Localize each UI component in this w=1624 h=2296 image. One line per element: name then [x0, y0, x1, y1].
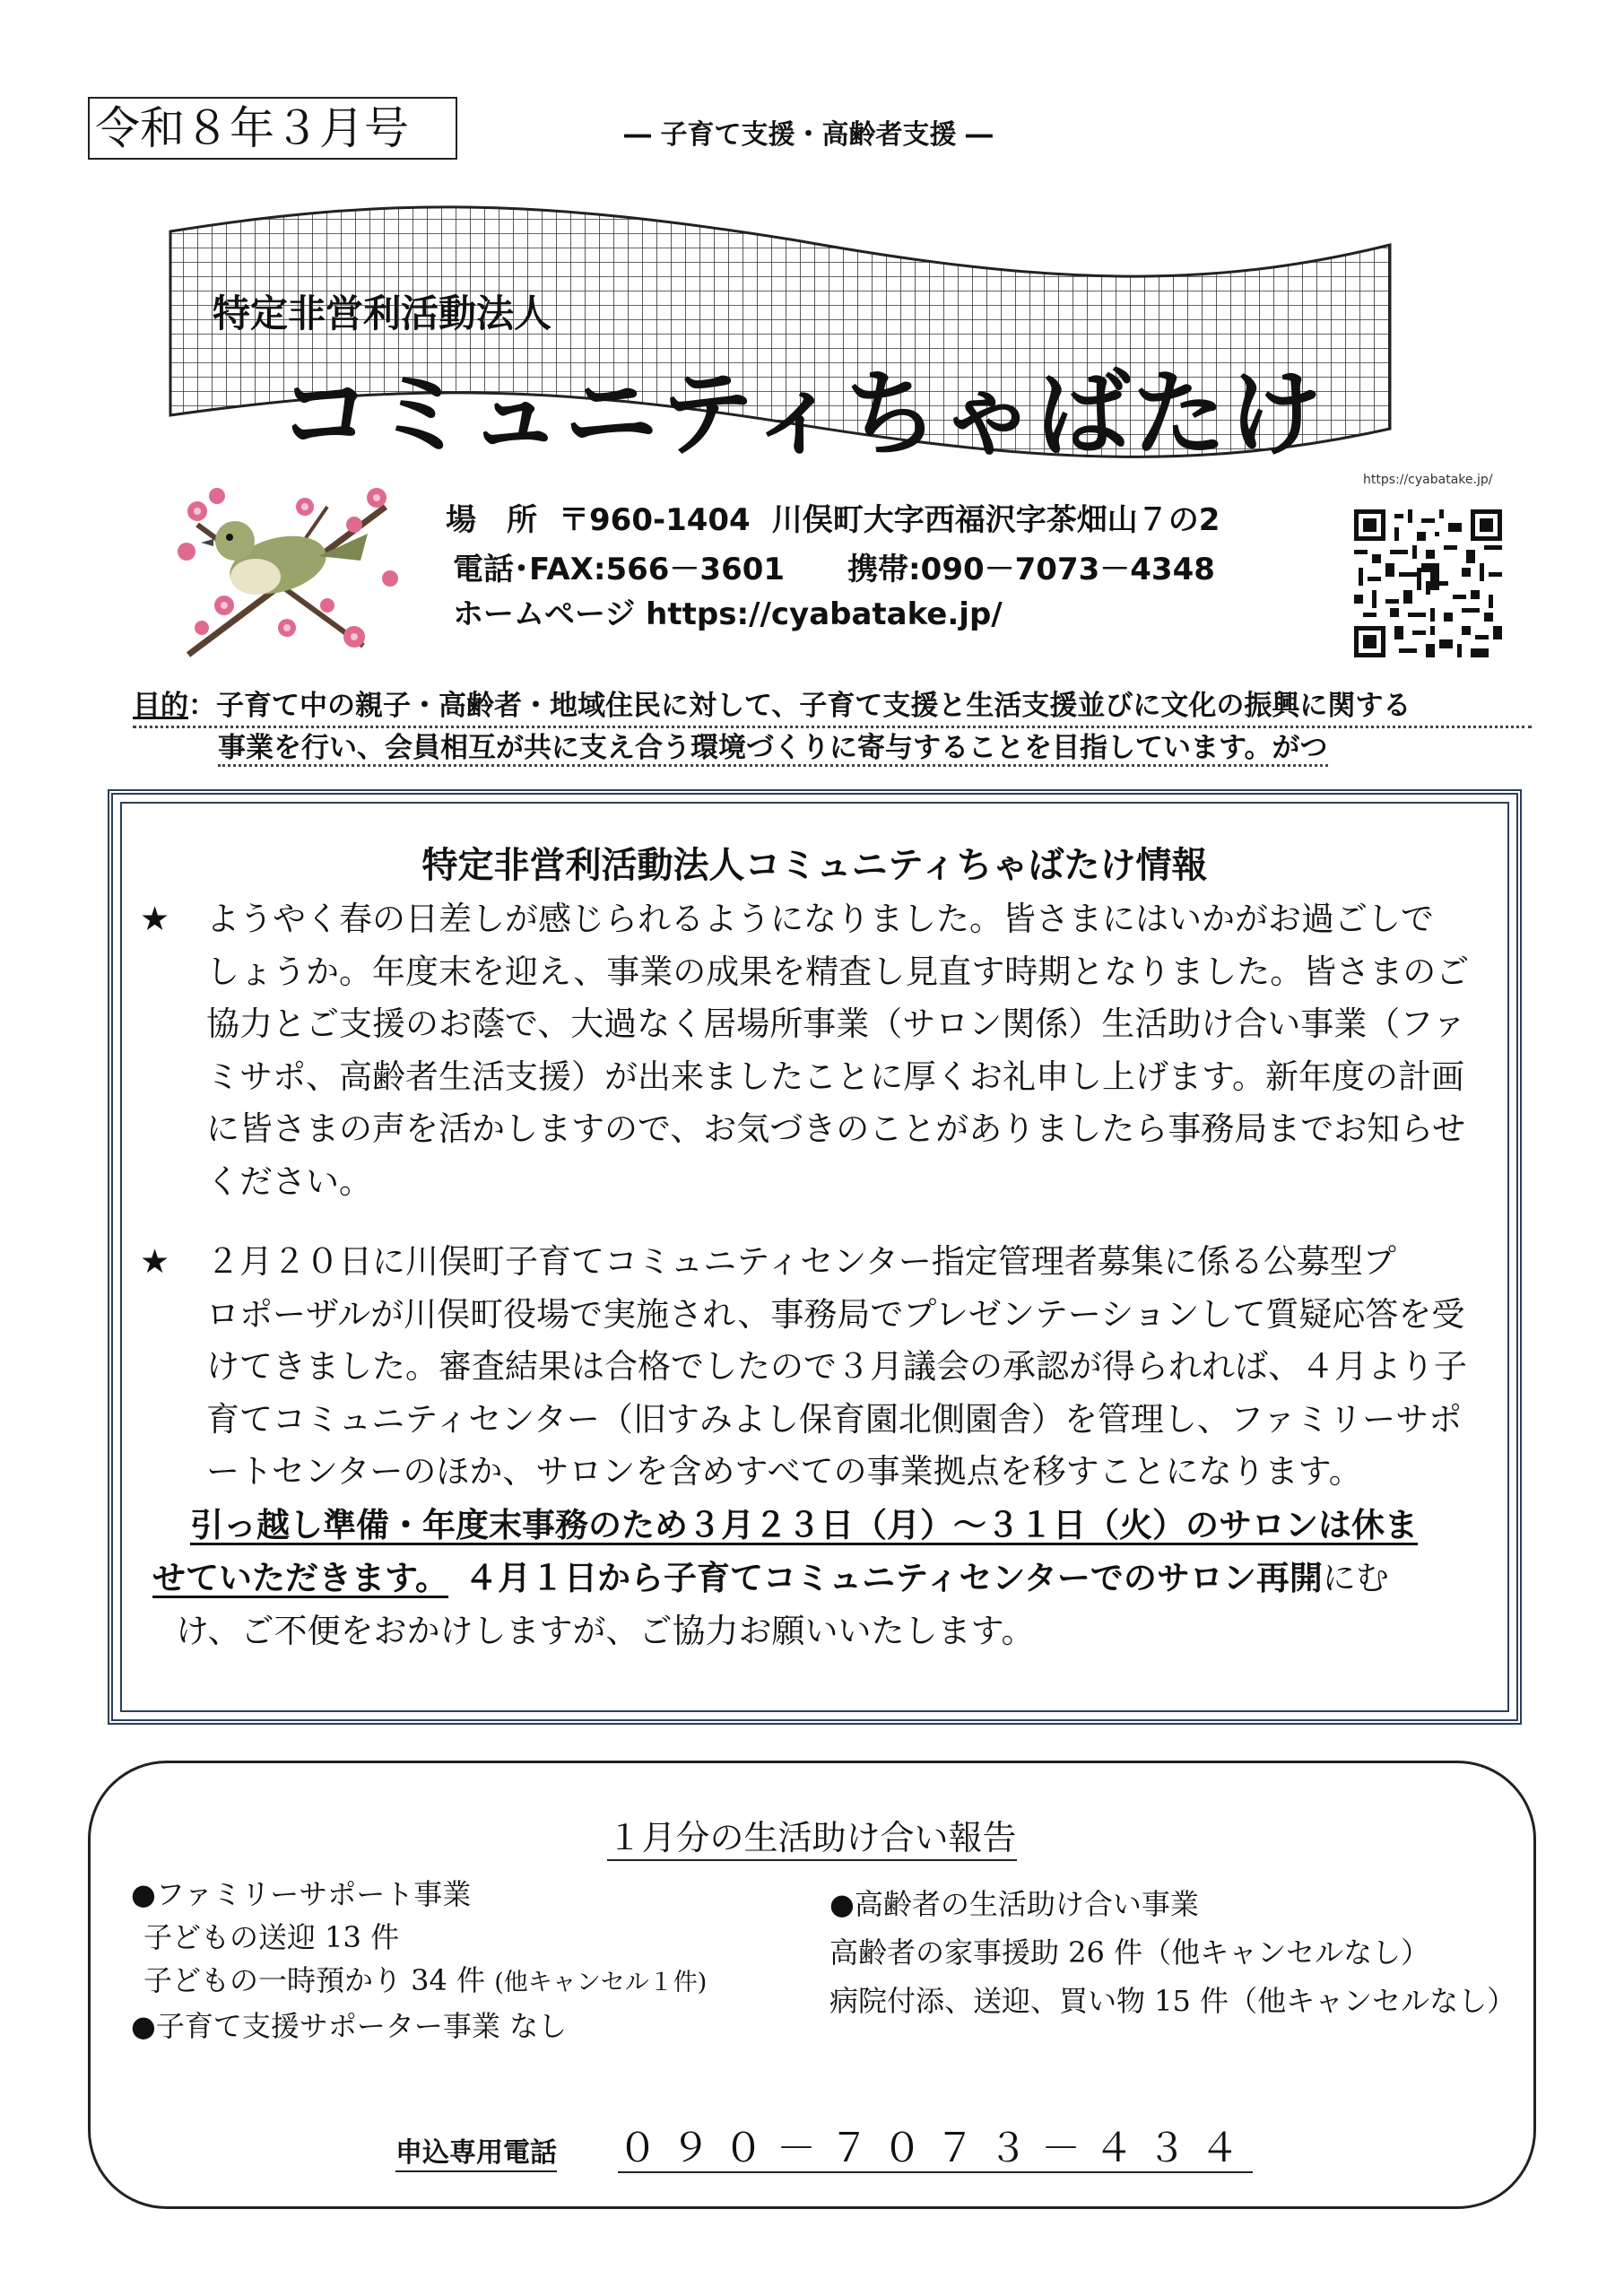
- purpose-label: 目的: [133, 690, 188, 722]
- address-line: [446, 495, 1220, 539]
- purpose-text-2: 事業を行い、会員相互が共に支え合う環境づくりに寄与することを目指しています。がつ: [218, 732, 1328, 767]
- paragraph-line: ロポーザルが川俣町役場で実施され、事務局でプレゼンテーションして質疑応答を受: [206, 1294, 1465, 1334]
- phone-line: [453, 544, 1215, 588]
- report-title: １月分の生活助け合い報告: [91, 1810, 1533, 1859]
- paragraph-line: ようやく春の日差しが感じられるようになりました。皆さまにはいかがお過ごしで: [206, 900, 1434, 938]
- paragraph-line: に皆さまの声を活かしますので、お気づきのことがありましたら事務局までお知らせ: [206, 1109, 1466, 1148]
- qr-url: https://cyabatake.jp/: [1363, 473, 1493, 487]
- application-phone: [395, 2116, 1253, 2173]
- notice-line-3: け、ご不便をおかけしますが、ご協力お願いいたします。: [176, 1611, 1035, 1650]
- paragraph-line: 協力とご支援のお蔭で、大過なく居場所事業（サロン関係）生活助け合い事業（ファ: [206, 1004, 1466, 1043]
- org-type: 特定非営利活動法人: [213, 291, 552, 335]
- notice-line-2-underlined: せていただきます。: [152, 1558, 449, 1597]
- temp-care-row: [131, 1959, 707, 2005]
- hospital-count: 病院付添、送迎、買い物 15 件（他キャンセルなし）: [829, 1984, 1516, 2018]
- transport-count: 子どもの送迎 13 件: [143, 1920, 400, 1954]
- info-paragraph-2: [140, 1236, 1485, 1657]
- notice-line-1: 引っ越し準備・年度末事務のため３月２３日（月）～３１日（火）のサロンは休ま: [190, 1504, 1418, 1544]
- report-box: [88, 1761, 1536, 2209]
- phone-label: 申込専用電話: [395, 2137, 557, 2172]
- paragraph-line: 育てコミュニティセンター（旧すみよし保育園北側園舎）を管理し、ファミリーサポ: [206, 1399, 1463, 1439]
- mobile: 携帯:090－7073－4348: [847, 552, 1215, 587]
- purpose-text-1: ：子育て中の親子・高齢者・地域住民に対して、子育て支援と生活支援並びに文化の振興に関する: [188, 690, 1411, 722]
- issue-label: 令和８年３月号: [88, 97, 457, 160]
- notice-line-2-tail: にむ: [1322, 1559, 1389, 1597]
- info-box: [108, 789, 1522, 1725]
- temp-care-note: (他キャンセル１件): [494, 1969, 708, 1996]
- qr-code[interactable]: [1354, 509, 1502, 657]
- elderly-support-title: ●高齢者の生活助け合い事業: [829, 1887, 1199, 1921]
- paragraph-line: けてきました。審査結果は合格でしたので３月議会の承認が得られれば、４月より子: [206, 1347, 1467, 1386]
- phone-fax: 電話･FAX:566－3601: [453, 552, 786, 587]
- place-label: 場 所: [446, 502, 537, 538]
- family-support-title: ●ファミリーサポート事業: [131, 1877, 472, 1911]
- housework-count: 高齢者の家事援助 26 件（他キャンセルなし）: [829, 1935, 1430, 1970]
- temp-care-count: 子どもの一時預かり 34 件: [143, 1963, 486, 1997]
- purpose-statement: [133, 686, 1532, 768]
- info-paragraph-1: [140, 893, 1485, 1208]
- report-right-column: [829, 1880, 1515, 2025]
- star-bullet: ★: [140, 1242, 170, 1281]
- paragraph-line: しょうか。年度末を迎え、事業の成果を精査し見直す時期となりました。皆さまのご: [206, 952, 1470, 991]
- bird-illustration: [170, 471, 408, 664]
- org-name: コミュニティちゃばたけ: [278, 360, 1324, 469]
- supporter-title: ●子育て支援サポーター事業 なし: [131, 2009, 568, 2043]
- address: 川俣町大字西福沢字茶畑山７の2: [771, 502, 1220, 538]
- paragraph-line: ２月２０日に川俣町子育てコミュニティセンター指定管理者募集に係る公募型プ: [206, 1242, 1396, 1281]
- phone-number[interactable]: ０９０－７０７３－４３４: [618, 2126, 1253, 2171]
- report-left-column: [131, 1873, 707, 2048]
- notice-line-2: ４月１日から子育てコミュニティセンターでのサロン再開: [465, 1558, 1323, 1597]
- paragraph-line: ミサポ、高齢者生活支援）が出来ましたことに厚くお礼申し上げます。新年度の計画: [206, 1057, 1465, 1096]
- paragraph-line: ートセンターのほか、サロンを含めすべての事業拠点を移すことになります。: [206, 1452, 1362, 1491]
- paragraph-line: ください。: [206, 1161, 372, 1201]
- postal-code: 〒960-1404: [559, 502, 751, 538]
- tagline: ― 子育て支援・高齢者支援 ―: [624, 119, 993, 151]
- star-bullet: ★: [140, 900, 170, 938]
- homepage-link[interactable]: ホームページ https://cyabatake.jp/: [453, 596, 1003, 632]
- info-title: 特定非営利活動法人コミュニティちゃばたけ情報: [421, 845, 1208, 886]
